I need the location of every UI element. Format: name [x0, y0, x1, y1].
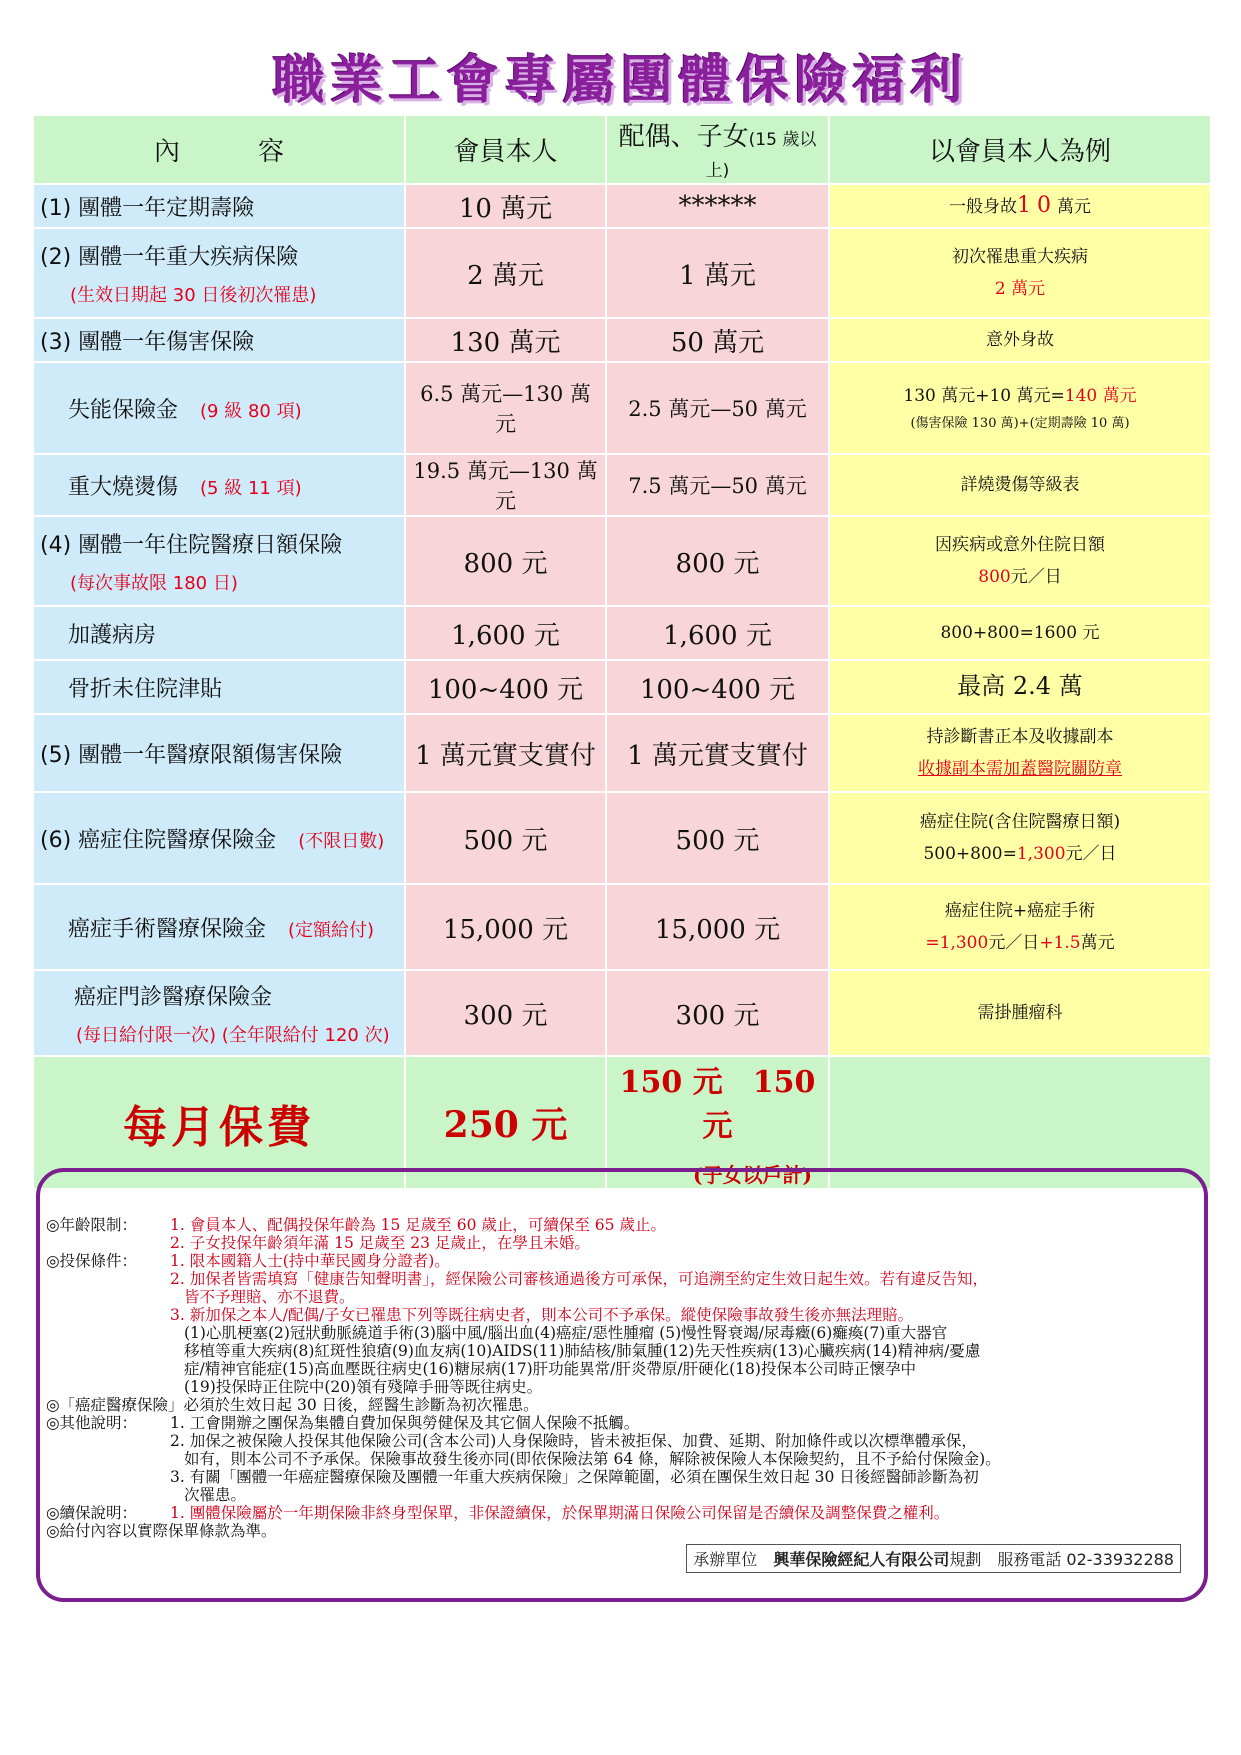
- example-line-1: 癌症住院(含住院醫療日額): [919, 811, 1121, 832]
- table-row: [33, 884, 1211, 970]
- row-example: 最高 2.4 萬: [829, 660, 1211, 714]
- fee-note: (子女以戶計): [693, 1163, 812, 1187]
- table-row: [33, 516, 1211, 606]
- credit-company: 興華保險經紀人有限公司: [773, 1550, 950, 1569]
- row-label: (3) 團體一年傷害保險: [33, 318, 405, 362]
- row-spouse: 1,600 元: [606, 606, 829, 660]
- note-key: ◎其他說明：: [46, 1414, 138, 1432]
- row-example: [829, 884, 1211, 970]
- row-spouse: ******: [606, 184, 829, 228]
- row-example: [829, 516, 1211, 606]
- example-line-1: 因疾病或意外住院日額: [935, 534, 1105, 555]
- notes-content: [46, 1216, 1196, 1540]
- fee-label: 每月保費: [33, 1056, 405, 1189]
- row-title: (2) 團體一年重大疾病保險: [40, 244, 299, 270]
- note-line: [46, 1216, 1196, 1234]
- fee-spouse: 150 元: [619, 1065, 723, 1100]
- example-red: 10: [1017, 193, 1057, 219]
- table-row: [33, 660, 1211, 714]
- table-row: [33, 454, 1211, 516]
- note-value: [170, 1324, 1196, 1396]
- row-title: 癌症門診醫療保險金: [74, 984, 273, 1010]
- organizer-credit: [686, 1544, 1181, 1573]
- note-value: [170, 1216, 1196, 1234]
- row-title: 重大燒燙傷: [68, 474, 179, 500]
- header-spouse: [606, 115, 829, 184]
- row-member: 100~400 元: [405, 660, 606, 714]
- example-line-1: 持診斷書正本及收據副本: [926, 726, 1114, 747]
- note-line: [46, 1396, 1196, 1414]
- row-example: [829, 228, 1211, 318]
- row-label: 骨折未住院津貼: [33, 660, 405, 714]
- example-line-2: [836, 561, 1204, 593]
- example-tail: 萬元: [1080, 933, 1115, 953]
- row-subtitle: (9 級 80 項): [200, 400, 302, 422]
- table-row: [33, 970, 1211, 1056]
- row-spouse: 100~400 元: [606, 660, 829, 714]
- note-text: 3. 有關「團體一年癌症醫療保險及團體一年重大疾病保險」之保障範圍，必須在團保生效日起 30 日後經醫師診斷為初: [170, 1468, 979, 1486]
- row-member: 6.5 萬元—130 萬元: [405, 362, 606, 454]
- note-line: [46, 1252, 1196, 1270]
- note-red: 皆不予理賠、亦不退費。: [184, 1288, 355, 1306]
- note-red: 1. 會員本人、配偶投保年齡為 15 足歲至 60 歲止，可續保至 65 歲止。: [170, 1216, 666, 1234]
- note-cancer: ◎「癌症醫療保險」必須於生效日起 30 日後，經醫生診斷為初次罹患。: [46, 1396, 539, 1414]
- row-title: (6) 癌症住院醫療保險金: [40, 827, 277, 853]
- table-row: [33, 606, 1211, 660]
- table-row: [33, 228, 1211, 318]
- note-line: [46, 1522, 1196, 1540]
- benefits-table: [32, 114, 1212, 1190]
- table-row: [33, 792, 1211, 884]
- row-label: [33, 970, 405, 1056]
- row-title: 癌症手術醫療保險金: [68, 916, 267, 942]
- row-subtitle: (每次事故限 180 日): [70, 572, 238, 594]
- note-red: 1. 團體保險屬於一年期保險非終身型保單，非保證續保，於保單期滿日保險公司保留是否續保及調整保費之權利。: [170, 1504, 950, 1522]
- row-member: 10 萬元: [405, 184, 606, 228]
- table-row: [33, 362, 1211, 454]
- row-example: 意外身故: [829, 318, 1211, 362]
- note-value: [170, 1432, 1196, 1468]
- note-value: [170, 1306, 1196, 1324]
- row-member: 500 元: [405, 792, 606, 884]
- row-label: [33, 884, 405, 970]
- row-example: 詳燒燙傷等級表: [829, 454, 1211, 516]
- notes-box: [36, 1168, 1208, 1602]
- note-key: ◎年齡限制：: [46, 1216, 138, 1234]
- note-value: [170, 1270, 1196, 1306]
- example-red-2: +1.5: [1039, 933, 1081, 953]
- row-label: [33, 362, 405, 454]
- table-header-row: [33, 115, 1211, 184]
- row-example: 800+800=1600 元: [829, 606, 1211, 660]
- row-title: 失能保險金: [68, 397, 179, 423]
- note-value: [170, 1234, 1196, 1252]
- row-example: [829, 714, 1211, 792]
- note-key: ◎投保條件：: [46, 1252, 138, 1270]
- note-key: ◎續保說明：: [46, 1504, 138, 1522]
- example-tail: 萬元: [1057, 197, 1091, 218]
- note-value: [170, 1468, 1196, 1504]
- note-red: 2. 加保者皆需填寫「健康告知聲明書」，經保險公司審核通過後方可承保，可追溯至約定生效日起生效。若有違反告知，: [170, 1270, 988, 1288]
- example-line-1: 初次罹患重大疾病: [952, 246, 1088, 267]
- example-tail: 元／日: [1065, 844, 1117, 864]
- note-red: 2. 子女投保年齡須年滿 15 足歲至 23 足歲止，在學且未婚。: [170, 1234, 590, 1252]
- note-line: [46, 1324, 1196, 1396]
- note-value: [170, 1252, 1196, 1270]
- example-red: 140 萬元: [1064, 385, 1137, 406]
- example-line-2: [836, 927, 1204, 959]
- example-red: 1,300: [1016, 844, 1066, 864]
- note-text: 次罹患。: [184, 1486, 247, 1504]
- example-red: =1,300: [925, 933, 989, 953]
- fee-spouse-line: [613, 1057, 822, 1145]
- row-spouse: 300 元: [606, 970, 829, 1056]
- note-red: 3. 新加保之本人/配偶/子女已罹患下列等既往病史者，則本公司不予承保。縱使保險事故發生後亦無法理賠。: [170, 1306, 914, 1324]
- note-line: [46, 1468, 1196, 1504]
- row-title: (4) 團體一年住院醫療日額保險: [40, 532, 343, 558]
- example-line-1: [836, 380, 1204, 412]
- note-value: 1. 工會開辦之團保為集體自費加保與勞健保及其它個人保險不抵觸。: [170, 1414, 640, 1432]
- example-line-1: 癌症住院+癌症手術: [944, 900, 1096, 921]
- row-label: (1) 團體一年定期壽險: [33, 184, 405, 228]
- row-label: [33, 228, 405, 318]
- row-spouse: 15,000 元: [606, 884, 829, 970]
- example-text: 一般身故: [949, 197, 1017, 218]
- table-row: [33, 184, 1211, 228]
- note-value: [170, 1504, 1196, 1522]
- header-example: 以會員本人為例: [829, 115, 1211, 184]
- table-row: [33, 714, 1211, 792]
- row-member: 1 萬元實支實付: [405, 714, 606, 792]
- row-label: [33, 792, 405, 884]
- row-label: 加護病房: [33, 606, 405, 660]
- row-subtitle: (不限日數): [298, 830, 385, 852]
- example-line-2: 2 萬元: [994, 279, 1046, 299]
- row-subtitle: (生效日期起 30 日後初次罹患): [70, 284, 317, 306]
- note-text: 移植等重大疾病(8)紅斑性狼瘡(9)血友病(10)AIDS(11)肺結核/肺氣腫(12)先天性疾病(13)心臟疾病(14)精神病/憂慮: [184, 1342, 981, 1360]
- fee-child: 150 元: [702, 1065, 816, 1144]
- row-member: 800 元: [405, 516, 606, 606]
- row-spouse: 1 萬元: [606, 228, 829, 318]
- row-spouse: 2.5 萬元—50 萬元: [606, 362, 829, 454]
- row-example: 需掛腫瘤科: [829, 970, 1211, 1056]
- example-red: 800: [978, 567, 1011, 587]
- note-red: 1. 限本國籍人士(持中華民國身分證者)。: [170, 1252, 450, 1270]
- row-label: [33, 454, 405, 516]
- page-title: 職業工會專屬團體保險福利: [272, 51, 969, 111]
- example-text: 元／日: [1010, 567, 1062, 587]
- note-final: ◎給付內容以實際保單條款為準。: [46, 1522, 277, 1540]
- row-member: 15,000 元: [405, 884, 606, 970]
- header-member: 會員本人: [405, 115, 606, 184]
- row-example: [829, 792, 1211, 884]
- row-label: (5) 團體一年醫療限額傷害保險: [33, 714, 405, 792]
- row-label: [33, 516, 405, 606]
- row-spouse: 50 萬元: [606, 318, 829, 362]
- example-line-2: 收據副本需加蓋醫院關防章: [918, 759, 1122, 779]
- row-spouse: 7.5 萬元—50 萬元: [606, 454, 829, 516]
- note-text: (19)投保時正住院中(20)領有殘障手冊等既往病史。: [184, 1378, 543, 1396]
- row-subtitle: (定額給付): [288, 919, 375, 941]
- table-row: [33, 318, 1211, 362]
- example-text: 130 萬元+10 萬元=: [903, 385, 1065, 406]
- row-member: 1,600 元: [405, 606, 606, 660]
- note-line: [46, 1432, 1196, 1468]
- header-content: 內 容: [33, 115, 405, 184]
- note-line: [46, 1414, 1196, 1432]
- row-example: [829, 184, 1211, 228]
- row-spouse: 800 元: [606, 516, 829, 606]
- row-member: 300 元: [405, 970, 606, 1056]
- note-text: 症/精神官能症(15)高血壓既往病史(16)糖尿病(17)肝功能異常/肝炎帶原/肝硬化(18)投保本公司時正懷孕中: [184, 1360, 916, 1378]
- note-text: (1)心肌梗塞(2)冠狀動脈繞道手術(3)腦中風/腦出血(4)癌症/惡性腫瘤 (5)慢性腎衰竭/尿毒癥(6)癱瘓(7)重大器官: [184, 1324, 948, 1342]
- example-line-2: [836, 838, 1204, 870]
- example-line-2: (傷害保險 130 萬)+(定期壽險 10 萬): [910, 415, 1130, 431]
- note-line: [46, 1504, 1196, 1522]
- note-line: [46, 1306, 1196, 1324]
- row-spouse: 500 元: [606, 792, 829, 884]
- row-spouse: 1 萬元實支實付: [606, 714, 829, 792]
- header-spouse-age: (15 歲以上): [705, 130, 817, 181]
- row-subtitle: (5 級 11 項): [200, 477, 302, 499]
- note-line: [46, 1270, 1196, 1306]
- row-member: 130 萬元: [405, 318, 606, 362]
- credit-contact: 規劃 服務電話 02-33932288: [949, 1550, 1174, 1569]
- credit-prefix: 承辦單位: [693, 1550, 758, 1569]
- note-line: [46, 1234, 1196, 1252]
- row-member: 2 萬元: [405, 228, 606, 318]
- row-subtitle: (每日給付限一次) (全年限給付 120 次): [76, 1024, 390, 1046]
- note-text: 2. 加保之被保險人投保其他保險公司(含本公司)人身保險時，皆未被拒保、加費、延期、附加條件或以次標準體承保，: [170, 1432, 977, 1450]
- example-text: 元／日: [988, 933, 1040, 953]
- header-spouse-label: 配偶、子女: [618, 122, 749, 152]
- note-text: 如有，則本公司不予承保。保險事故發生後亦同(即依保險法第 64 條，解除被保險人本保險契約，且不予給付保險金)。: [184, 1450, 1001, 1468]
- row-member: 19.5 萬元—130 萬元: [405, 454, 606, 516]
- example-text: 500+800=: [923, 844, 1017, 864]
- row-example: [829, 362, 1211, 454]
- fee-member: 250 元: [405, 1056, 606, 1189]
